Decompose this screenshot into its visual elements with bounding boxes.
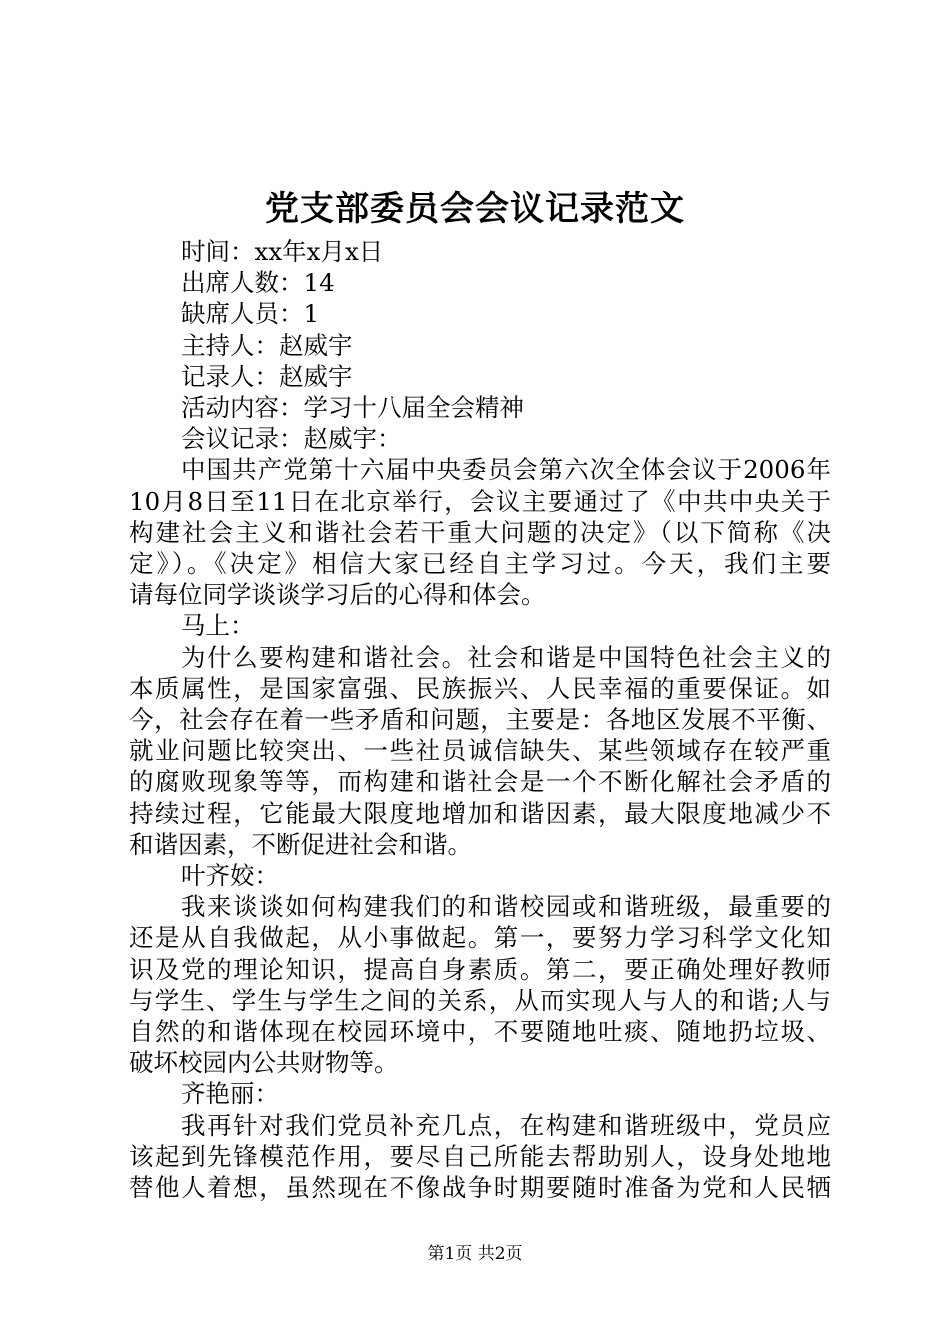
speech-line: 破坏校园内公共财物等。 — [129, 1048, 399, 1078]
speech-line: 持续过程，它能最大限度地增加和谐因素，最大限度地减少不 — [129, 798, 831, 828]
speaker-name: 齐艳丽： — [181, 1079, 279, 1109]
speech-line: 还是从自我做起，从小事做起。第一，要努力学习科学文化知 — [129, 923, 831, 953]
speech-line: 的腐败现象等等，而构建和谐社会是一个不断化解社会矛盾的 — [129, 767, 831, 797]
speech-line: 为什么要构建和谐社会。社会和谐是中国特色社会主义的 — [181, 642, 831, 672]
speech-line: 本质属性，是国家富强、民族振兴、人民幸福的重要保证。如 — [129, 673, 831, 703]
intro-line: 10月8日至11日在北京举行，会议主要通过了《中共中央关于 — [129, 486, 831, 516]
page-footer: 第1页 共2页 — [427, 1244, 523, 1264]
speech-line: 替他人着想，虽然现在不像战争时期要随时准备为党和人民牺 — [129, 1173, 831, 1203]
meta-activity: 活动内容：学习十八届全会精神 — [181, 393, 524, 423]
intro-line: 构建社会主义和谐社会若干重大问题的决定》（以下简称《决 — [129, 517, 831, 547]
speech-line: 我来谈谈如何构建我们的和谐校园或和谐班级，最重要的 — [181, 892, 831, 922]
speech-line: 识及党的理论知识，提高自身素质。第二，要正确处理好教师 — [129, 954, 831, 984]
speech-line: 与学生、学生与学生之间的关系，从而实现人与人的和谐;人与 — [129, 985, 831, 1015]
speech-line: 我再针对我们党员补充几点，在构建和谐班级中，党员应 — [181, 1110, 831, 1140]
speech-line: 就业问题比较突出、一些社员诚信缺失、某些领域存在较严重 — [129, 736, 831, 766]
meta-host: 主持人：赵威宇 — [181, 330, 353, 360]
meta-recorder: 记录人：赵威宇 — [181, 361, 353, 391]
meta-time: 时间：xx年x月x日 — [181, 237, 384, 266]
speech-line: 今，社会存在着一些矛盾和问题，主要是：各地区发展不平衡、 — [129, 705, 831, 735]
speech-line: 和谐因素，不断促进社会和谐。 — [129, 829, 472, 859]
meta-minutes-label: 会议记录：赵威宇： — [181, 424, 402, 454]
speech-line: 该起到先锋模范作用，要尽自己所能去帮助别人，设身处地地 — [129, 1141, 831, 1171]
intro-line: 请每位同学谈谈学习后的心得和体会。 — [129, 580, 546, 610]
meta-absent: 缺席人员：1 — [181, 299, 320, 329]
document-body — [129, 236, 831, 1203]
speaker-name: 马上： — [181, 611, 255, 641]
speech-line: 自然的和谐体现在校园环境中，不要随地吐痰、随地扔垃圾、 — [129, 1017, 831, 1047]
intro-line: 定》）。《决定》相信大家已经自主学习过。今天，我们主要 — [129, 549, 831, 579]
intro-line: 中国共产党第十六届中央委员会第六次全体会议于2006年 — [181, 455, 831, 485]
document-title: 党支部委员会会议记录范文 — [265, 189, 685, 229]
speaker-name: 叶齐姣： — [181, 861, 279, 891]
meta-attendees: 出席人数：14 — [181, 268, 335, 298]
